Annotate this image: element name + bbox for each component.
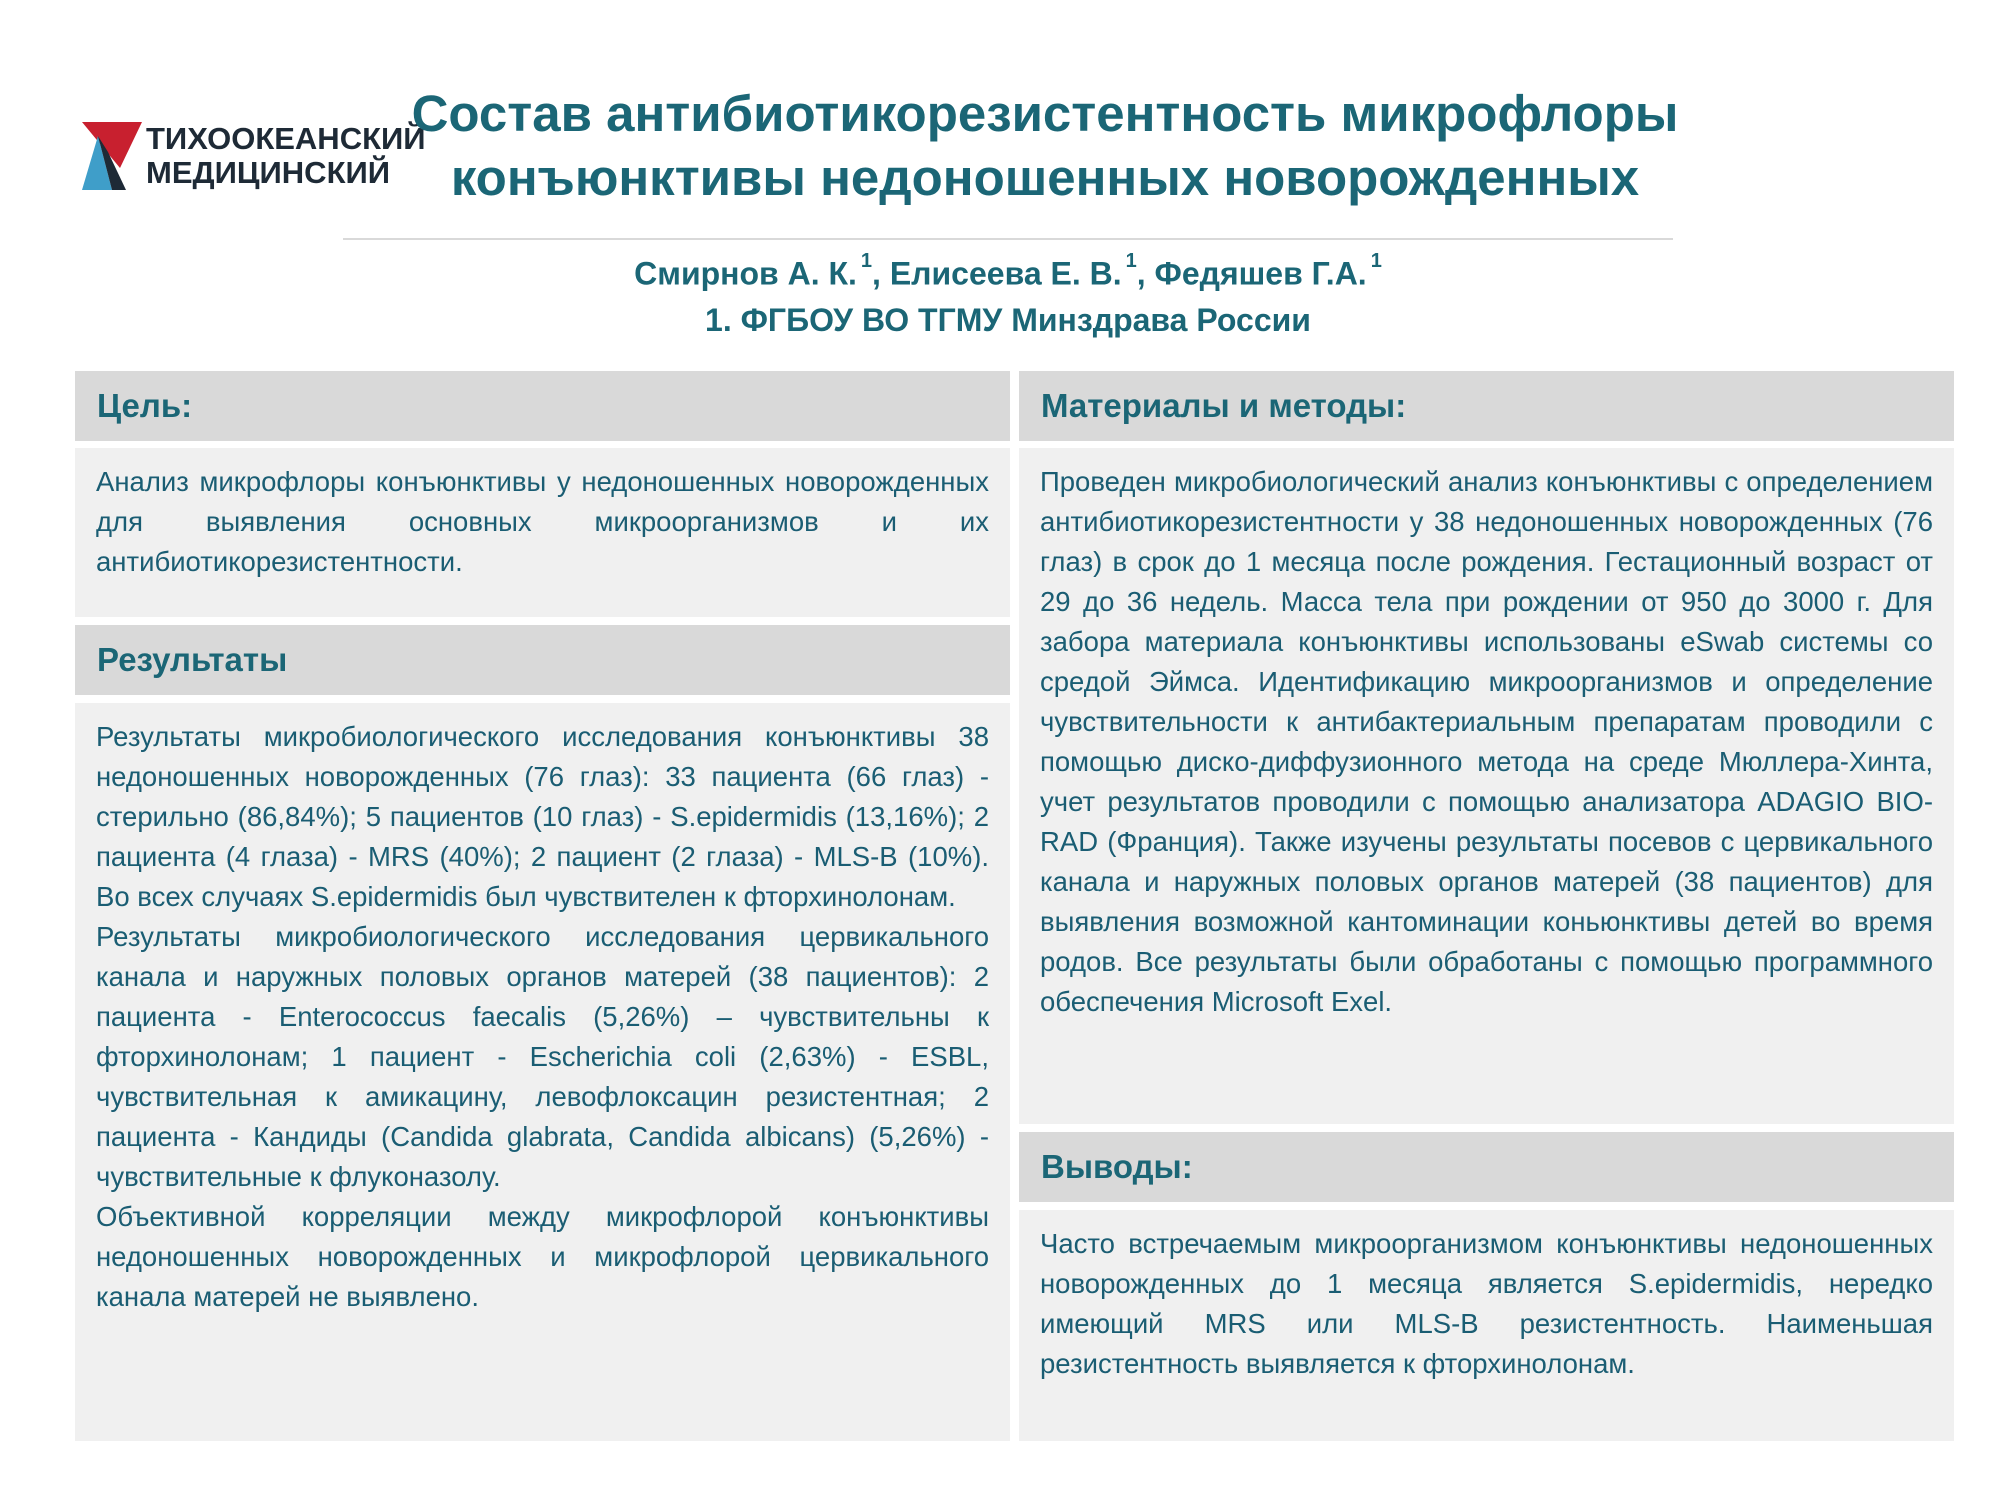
section-heading-goal [75,371,1010,441]
title-divider [343,238,1673,240]
section-body-methods [1019,448,1954,1124]
section-heading-text: Результаты [97,641,288,678]
section-body-goal [75,448,1010,617]
author-name: Смирнов А. К. [634,255,857,292]
affiliation: 1. ФГБОУ ВО ТГМУ Минздрава России [705,301,1311,338]
section-body-conclusions [1019,1210,1954,1441]
logo-line-2: МЕДИЦИНСКИЙ [146,155,391,190]
title-line-1: Состав антибиотикорезистентность микрофлоры [411,85,1679,142]
results-paragraph-1: Результаты микробиологического исследования конъюнктивы 38 недоношенных новорожденных (76 глаз): 33 пациента (66 глаз) - стерильно (86,84%); 5 пациентов (10 глаз) - S.epidermidis (13,16%); 2 пациента (4 глаза) - MRS (40%); 2 пациент (2 глаза) - MLS-B (10%). Во всех случаях S.epidermidis был чувствителен к фторхинолонам. [96,721,989,912]
authors-block [343,244,1673,343]
section-heading-text: Материалы и методы: [1041,387,1407,424]
author-name: , Федяшев Г.А. [1136,255,1367,292]
methods-text: Проведен микробиологический анализ конъюнктивы с определением антибиотикорезистентности у 38 недоношенных новорожденных (76 глаз) в срок до 1 месяца после рождения. Гестационный возраст от 29 до 36 недель. Масса тела при рождении от 950 до 3000 г. Для забора материала конъюнктивы использованы eSwab системы со средой Эймса. Идентификацию микроорганизмов и определение чувствительности к антибактериальным препаратам проводили с помощью диско-диффузионного метода на среде Мюллера-Хинта, учет результатов проводили с помощью анализатора ADAGIO BIO-RAD (Франция). Также изучены результаты посевов с цервикального канала и наружных половых органов матерей (38 пациентов) для выявления возможной кантоминации коньюнктивы детей во время родов. Все результаты были обработаны с помощью программного обеспечения Microsoft Exel. [1040,466,1933,1017]
author-affiliation-mark: 1 [1125,250,1137,272]
author-name: , Елисеева Е. В. [872,255,1122,292]
conclusions-text: Часто встречаемым микроорганизмом конъюнктивы недоношенных новорожденных до 1 месяца является S.epidermidis, нередко имеющий MRS или MLS-B резистентность. Наименьшая резистентность выявляется к фторхинолонам. [1040,1228,1933,1379]
title-line-2: конъюнктивы недоношенных новорожденных [450,149,1640,206]
section-heading-text: Цель: [97,387,193,424]
section-heading-conclusions [1019,1132,1954,1202]
poster-title [380,82,1710,210]
results-paragraph-3: Объективной корреляции между микрофлорой конъюнктивы недоношенных новорожденных и микрофлорой цервикального канала матерей не выявлено. [96,1201,989,1312]
author-affiliation-mark: 1 [1370,250,1382,272]
logo-line-1: ТИХООКЕАНСКИЙ [146,121,426,156]
university-logo [80,121,426,194]
logo-emblem-icon [80,122,146,194]
author-affiliation-mark: 1 [860,250,873,272]
section-heading-results [75,625,1010,695]
goal-text: Анализ микрофлоры конъюнктивы у недоношенных новорожденных для выявления основных микроорганизмов и их антибиотикорезистентности. [96,466,989,577]
author-list [343,244,1673,297]
section-body-results [75,703,1010,1441]
results-paragraph-2: Результаты микробиологического исследования цервикального канала и наружных половых органов матерей (38 пациентов): 2 пациента - Enterococcus faecalis (5,26%) – чувствительны к фторхинолонам; 1 пациент - Escherichia coli (2,63%) - ESBL, чувствительная к амикацину, левофлоксацин резистентная; 2 пациента - Кандиды (Candida glabrata, Candida albicans) (5,26%) - чувствительные к флуконазолу. [96,921,989,1192]
section-heading-text: Выводы: [1041,1148,1193,1185]
section-heading-methods [1019,371,1954,441]
